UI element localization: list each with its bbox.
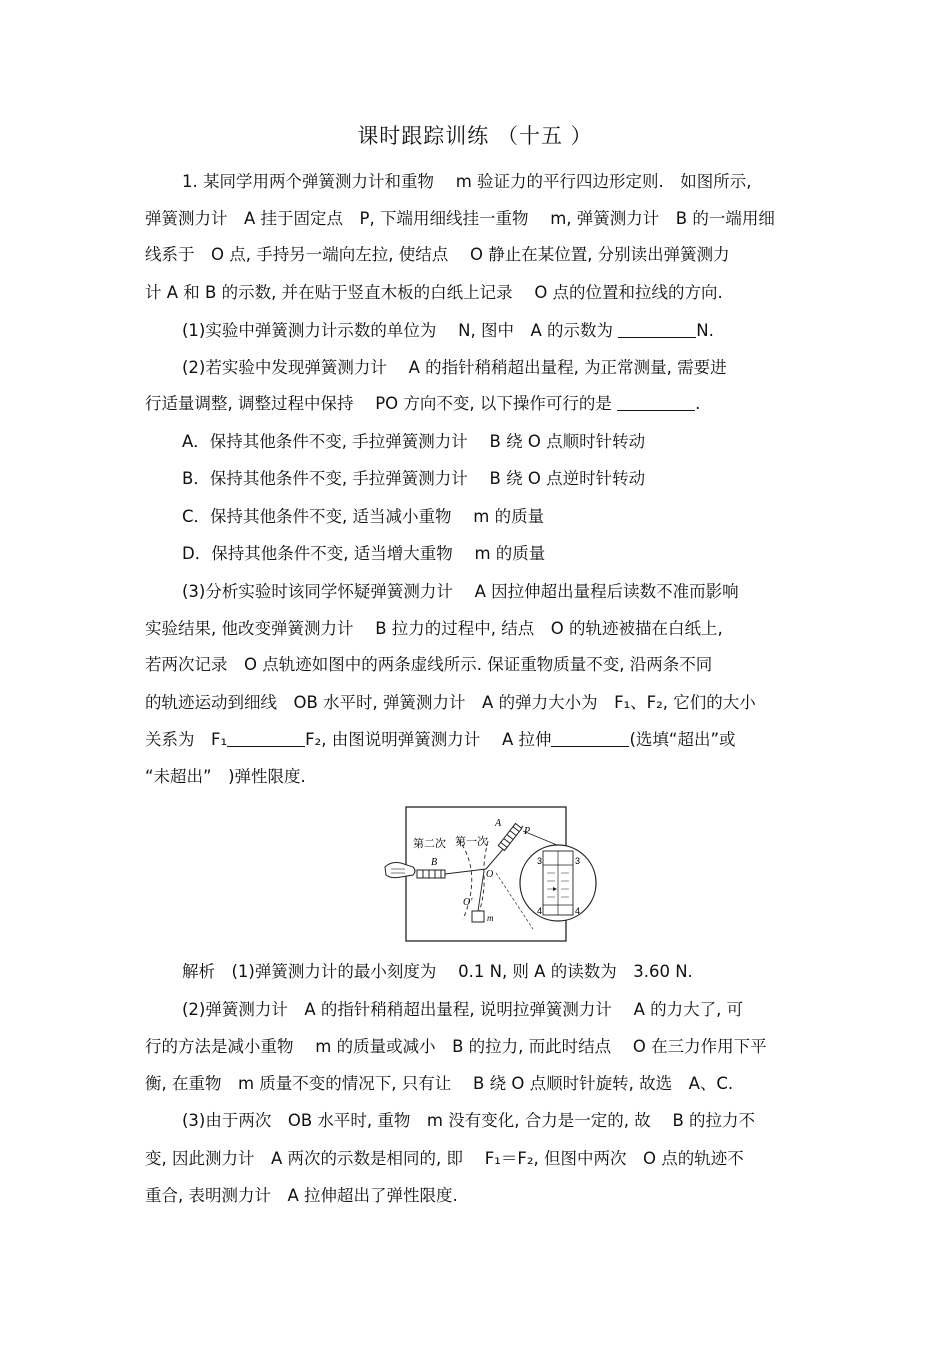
- spring-scale-a: [498, 824, 522, 851]
- scale-label-4: 4: [537, 906, 543, 916]
- answer-text: (3)由于两次 OB 水平时, 重物 m 没有变化, 合力是一定的, 故 B 的拉力不: [182, 1111, 756, 1130]
- sub-question-text: 的轨迹运动到细线 OB 水平时, 弹簧测力计 A 的弹力大小为 F₁、F₂, 它们的大小: [145, 693, 756, 712]
- question-text: 计 A 和 B 的示数, 并在贴于竖直木板的白纸上记录 O 点的位置和拉线的方向.: [145, 283, 723, 302]
- label-b: B: [431, 857, 438, 868]
- answer-blank[interactable]: [618, 321, 696, 338]
- sub-question-2: [145, 393, 805, 415]
- sub-question-text: “未超出” )弹性限度.: [145, 767, 306, 786]
- hand-icon: [385, 863, 415, 878]
- label-second: 第二次: [413, 838, 446, 850]
- sub-question-text: (1)实验中弹簧测力计示数的单位为 N, 图中 A 的示数为: [182, 321, 613, 340]
- answer-text: 变, 因此测力计 A 两次的示数是相同的, 即 F₁＝F₂, 但图中两次 O 点的轨迹不: [145, 1149, 744, 1168]
- sub-question-text: .: [695, 394, 701, 413]
- answer-text: (2)弹簧测力计 A 的指针稍稍超出量程, 说明拉弹簧测力计 A 的力大了, 可: [182, 1000, 744, 1019]
- label-p: P: [524, 826, 531, 837]
- sub-question-text: F₂, 由图说明弹簧测力计 A 拉伸: [305, 730, 552, 749]
- option-c: C．保持其他条件不变, 适当减小重物 m 的质量: [182, 507, 545, 526]
- question-text: 线系于 O 点, 手持另一端向左拉, 使结点 O 静止在某位置, 分别读出弹簧测力: [145, 245, 730, 264]
- label-a: A: [495, 818, 502, 829]
- scale-label-4: 4: [575, 906, 581, 916]
- label-first: 第一次: [455, 836, 488, 848]
- answer-text: 重合, 表明测力计 A 拉伸超出了弹性限度.: [145, 1186, 458, 1205]
- spring-scale-b: [417, 870, 445, 878]
- scale-label-3: 3: [575, 856, 581, 866]
- page-title: 课时跟踪训练 （十五 ）: [357, 124, 593, 148]
- label-o-prime: O': [463, 897, 473, 908]
- scale-label-3: 3: [537, 856, 543, 866]
- option-a: A．保持其他条件不变, 手拉弹簧测力计 B 绕 O 点顺时针转动: [182, 432, 646, 451]
- experiment-diagram: [383, 801, 603, 946]
- answer-blank[interactable]: [617, 394, 695, 411]
- sub-question-text: (2)若实验中发现弹簧测力计 A 的指针稍稍超出量程, 为正常测量, 需要进: [182, 358, 727, 377]
- weight-m: [472, 911, 484, 922]
- answer-text: 行的方法是减小重物 m 的质量或减小 B 的拉力, 而此时结点 O 在三力作用下平: [145, 1037, 767, 1056]
- sub-question-text: 关系为 F₁: [145, 730, 228, 749]
- answer-text: 解析 (1)弹簧测力计的最小刻度为 0.1 N, 则 A 的读数为 3.60 N.: [182, 962, 693, 981]
- question-text: 弹簧测力计 A 挂于固定点 P, 下端用细线挂一重物 m, 弹簧测力计 B 的一端用细: [145, 209, 775, 228]
- option-d: D．保持其他条件不变, 适当增大重物 m 的质量: [182, 544, 546, 563]
- question-text: 1. 某同学用两个弹簧测力计和重物 m 验证力的平行四边形定则. 如图所示,: [182, 172, 752, 191]
- sub-question-text: 若两次记录 O 点轨迹如图中的两条虚线所示. 保证重物质量不变, 沿两条不同: [145, 655, 713, 674]
- sub-question-1: [182, 320, 842, 342]
- option-b: B．保持其他条件不变, 手拉弹簧测力计 B 绕 O 点逆时针转动: [182, 469, 646, 488]
- answer-blank[interactable]: [227, 730, 305, 747]
- sub-question-text: 行适量调整, 调整过程中保持 PO 方向不变, 以下操作可行的是: [145, 394, 612, 413]
- answer-text: 衡, 在重物 m 质量不变的情况下, 只有让 B 绕 O 点顺时针旋转, 故选 A、C.: [145, 1074, 734, 1093]
- sub-question-text: (3)分析实验时该同学怀疑弹簧测力计 A 因拉伸超出量程后读数不准而影响: [182, 582, 739, 601]
- sub-question-text: (选填“超出”或: [629, 730, 736, 749]
- string-ob: [445, 869, 486, 874]
- sub-question-text: 实验结果, 他改变弹簧测力计 B 拉力的过程中, 结点 O 的轨迹被描在白纸上,: [145, 619, 723, 638]
- sub-question-text: N.: [696, 321, 714, 340]
- answer-blank[interactable]: [551, 730, 629, 747]
- label-o: O: [486, 869, 494, 880]
- label-m: m: [487, 913, 494, 923]
- sub-question-3: [145, 729, 805, 751]
